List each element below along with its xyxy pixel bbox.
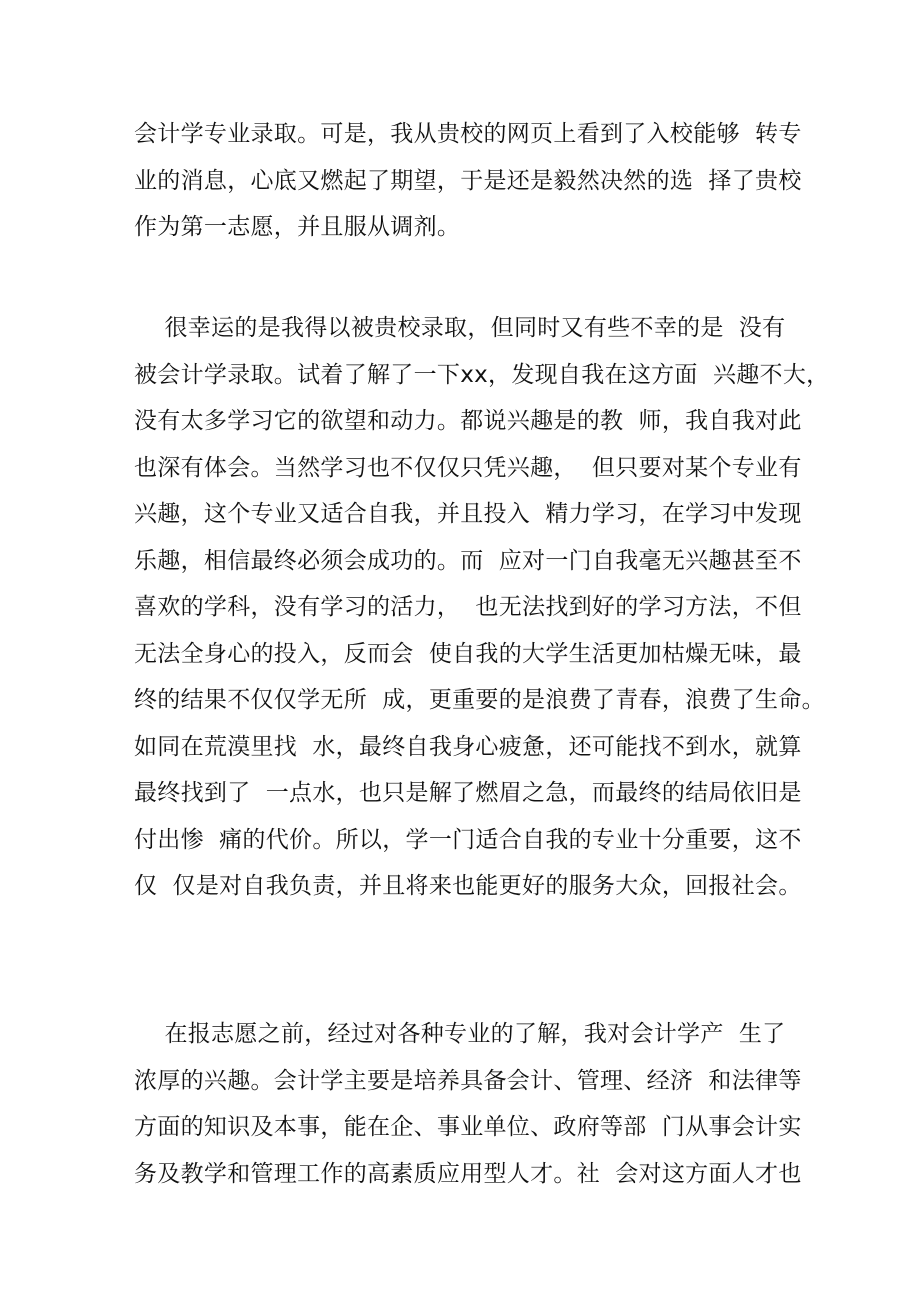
text-line: 仅 仅是对自我负责，并且将来也能更好的服务大众，回报社会。 — [134, 873, 802, 899]
text-line: 业的消息，心底又燃起了期望，于是还是毅然决然的选 择了贵校 — [134, 167, 802, 194]
text-line: 在报志愿之前，经过对各种专业的了解，我对会计学产 生了 — [134, 1021, 786, 1047]
text-line: 付出惨 痛的代价。所以，学一门适合自我的专业十分重要，这不 — [134, 826, 802, 853]
paragraph-2 — [134, 305, 830, 910]
text-line: 终的结果不仅仅学无所 成，更重要的是浪费了青春，浪费了生命。 — [134, 687, 825, 713]
paragraph-1 — [134, 111, 804, 251]
text-line: 喜欢的学科，没有学习的活力， 也无法找到好的学习方法，不但 — [134, 594, 802, 620]
text-line: 方面的知识及本事，能在企、事业单位、政府等部 门从事会计实 — [134, 1114, 802, 1140]
text-line: 被会计学录取。试着了解了一下xx，发现自我在这方面 兴趣不大， — [134, 361, 830, 388]
text-line: 如同在荒漠里找 水，最终自我身心疲惫，还可能找不到水，就算 — [134, 733, 802, 760]
text-line: 最终找到了 一点水，也只是解了燃眉之急，而最终的结局依旧是 — [134, 780, 802, 806]
text-line: 浓厚的兴趣。会计学主要是培养具备会计、管理、经济 和法律等 — [134, 1067, 802, 1094]
text-line: 也深有体会。当然学习也不仅仅只凭兴趣， 但只要对某个专业有 — [134, 454, 802, 481]
text-line: 作为第一志愿，并且服从调剂。 — [134, 214, 461, 240]
text-line: 会计学专业录取。可是，我从贵校的网页上看到了入校能够 转专 — [134, 121, 802, 147]
text-line: 无法全身心的投入，反而会 使自我的大学生活更加枯燥无味，最 — [134, 640, 802, 667]
text-line: 务及教学和管理工作的高素质应用型人才。社 会对这方面人才也 — [134, 1160, 802, 1187]
text-line: 很幸运的是我得以被贵校录取，但同时又有些不幸的是 没有 — [134, 315, 786, 341]
text-line: 乐趣，相信最终必须会成功的。而 应对一门自我毫无兴趣甚至不 — [134, 547, 802, 574]
text-line: 兴趣，这个专业又适合自我，并且投入 精力学习，在学习中发现 — [134, 501, 802, 527]
paragraph-3 — [134, 1011, 804, 1197]
text-line: 没有太多学习它的欲望和动力。都说兴趣是的教 师，我自我对此 — [134, 408, 802, 434]
